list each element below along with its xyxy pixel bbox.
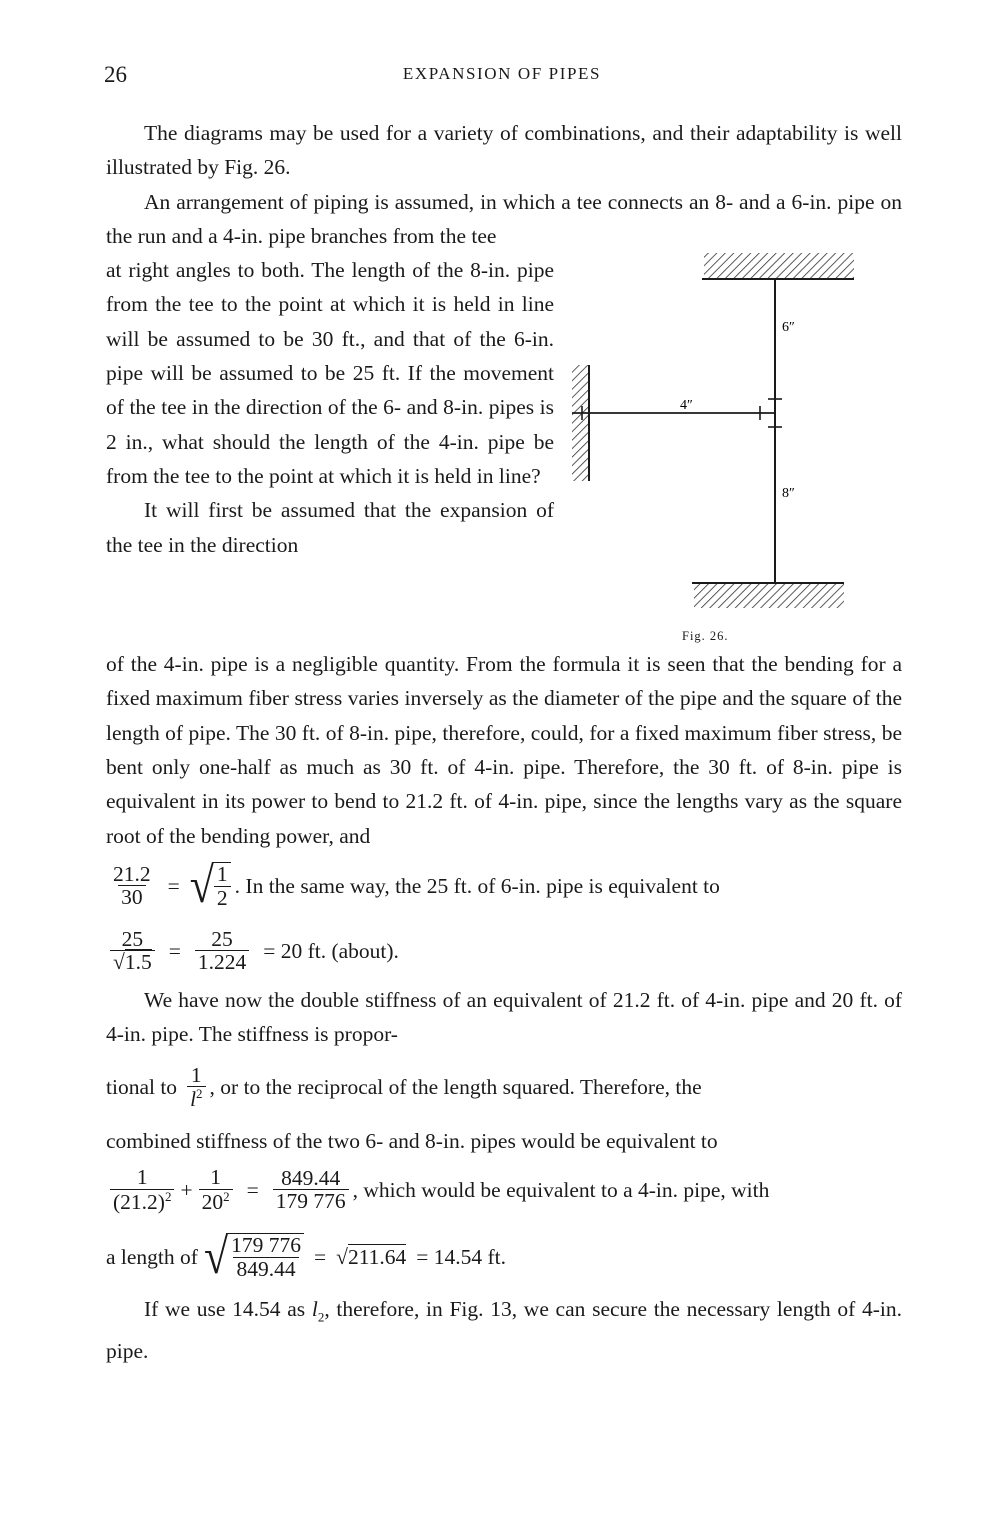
eq4-plus: + bbox=[180, 1177, 193, 1202]
equation-4 bbox=[106, 1158, 902, 1222]
bottom-support-hatch bbox=[694, 584, 844, 608]
eq4-tail: , which would be equivalent to a 4-in. pipe, with bbox=[352, 1177, 770, 1202]
eq4-fraction-1 bbox=[110, 1166, 174, 1213]
eq4-f3-num: 849.44 bbox=[281, 1165, 341, 1190]
eq2-den2: 1.224 bbox=[195, 950, 249, 974]
eq2-tail: = 20 ft. (about). bbox=[263, 938, 399, 963]
label-4in: 4″ bbox=[680, 398, 693, 414]
eq1-fraction bbox=[110, 863, 154, 909]
pipe-diagram bbox=[572, 253, 902, 647]
eq2-fraction-1: $\frac{25}{√1.5}$ bbox=[110, 928, 155, 974]
top-support-hatch bbox=[704, 253, 854, 279]
eq5-rad-num: 179 776 bbox=[231, 1233, 301, 1258]
eq4-f1-sup: 2 bbox=[164, 1188, 172, 1204]
eq2-equals: = bbox=[168, 938, 181, 963]
eq4-f2-sup: 2 bbox=[223, 1188, 230, 1204]
eq4-f2-den: 20 bbox=[201, 1189, 224, 1214]
eq3-num: 1 bbox=[190, 1062, 202, 1087]
var-l: l bbox=[311, 1296, 318, 1321]
eq2-fraction-2 bbox=[195, 928, 249, 974]
paragraph-5: combined stiffness of the two 6- and 8-in. pipes would be equivalent to bbox=[106, 1128, 718, 1153]
equation-2 bbox=[106, 919, 902, 983]
running-title: EXPANSION OF PIPES bbox=[402, 64, 602, 83]
label-8in: 8″ bbox=[782, 486, 795, 502]
eq4-f1-den: (21.2) bbox=[113, 1189, 165, 1214]
eq3-den-sup: 2 bbox=[196, 1086, 203, 1102]
eq3-fraction bbox=[187, 1064, 205, 1111]
sqrt-symbol: √ bbox=[189, 857, 214, 914]
eq4-equals: = bbox=[246, 1177, 259, 1202]
eq5-rad-den: 849.44 bbox=[233, 1257, 298, 1281]
paragraph-3-rest: of the 4-in. pipe is a negligible quantity. From the formula it is seen that the bending for a fixed maximum fiber stress varies inversely as the diameter of the pipe and the square of the length of pipe. The 30 ft. of 8-in. pipe, therefore, could, for a fixed maximum fiber stress, be bent only one-half as much as 30 ft. of 4-in. pipe. Therefore, the 30 ft. of 8-in. pipe is equivalent in its power to bend to 21.2 ft. of 4-in. pipe, since the lengths vary as the square root of the bending power, and bbox=[106, 652, 902, 848]
eq4-fraction-3 bbox=[273, 1167, 349, 1213]
eq5-equals: = bbox=[313, 1244, 327, 1269]
eq1-after: . In the same way, the 25 ft. of 6-in. pipe is equivalent to bbox=[234, 873, 720, 898]
eq3-tail: , or to the reciprocal of the length squared. Therefore, the bbox=[209, 1075, 702, 1100]
left-wall-hatch bbox=[572, 365, 588, 481]
eq4-f3-den: 179 776 bbox=[273, 1189, 349, 1213]
figure-26 bbox=[572, 253, 902, 647]
var-l-sub: 2 bbox=[317, 1309, 325, 1325]
eq4-f2-num: 1 bbox=[210, 1165, 221, 1190]
eq1-den: 30 bbox=[118, 885, 146, 909]
figure-caption: Fig. 26. bbox=[682, 629, 729, 644]
paragraph-3-wrap: It will first be assumed that the expansion of the tee in the direction bbox=[106, 498, 554, 557]
label-6in: 6″ bbox=[782, 320, 795, 336]
eq1-radical bbox=[189, 857, 231, 914]
eq5-tail: = 14.54 ft. bbox=[416, 1244, 507, 1269]
page-number: 26 bbox=[104, 62, 127, 87]
equation-1 bbox=[106, 853, 902, 919]
eq1-num: 21.2 bbox=[113, 861, 151, 886]
eq4-fraction-2 bbox=[199, 1166, 233, 1213]
page-header bbox=[104, 62, 900, 92]
eq2-rad1: 1.5 bbox=[124, 950, 152, 975]
equation-5 bbox=[106, 1222, 902, 1292]
eq5-radical bbox=[203, 1228, 304, 1285]
eq1-rad-num: 1 bbox=[216, 862, 228, 887]
eq2-num1: 25 bbox=[121, 926, 144, 951]
paragraph-1: The diagrams may be used for a variety of combinations, and their adaptability is well illustrated by Fig. 26. bbox=[106, 121, 902, 180]
eq2-num2: 25 bbox=[211, 926, 233, 951]
eq4-f1-num: 1 bbox=[136, 1165, 148, 1190]
paragraph-4: We have now the double stiffness of an equivalent of 21.2 ft. of 4-in. pipe and 20 ft. of 4-in. pipe. The stiffness is propor- bbox=[106, 987, 902, 1047]
paragraph-6: If we use 14.54 as $l_2$, therefore, in Fig. 13, we can secure the necessary length of 4-in. pipe. bbox=[106, 1296, 902, 1364]
paragraph-2-top: An arrangement of piping is assumed, in which a tee connects an 8- and a 6-in. pipe on the run and a 4-in. pipe branches from the tee bbox=[106, 189, 902, 248]
equation-3 bbox=[106, 1052, 902, 1124]
eq3-lead: tional to bbox=[106, 1075, 178, 1100]
eq5-lead: a length of bbox=[106, 1244, 198, 1269]
eq1-rad-den: 2 bbox=[214, 886, 231, 910]
eq3-den: l bbox=[190, 1087, 197, 1112]
page-body bbox=[106, 116, 902, 1369]
eq5-rad2: 211.64 bbox=[347, 1244, 407, 1269]
paragraph-2-wrap: at right angles to both. The length of the 8-in. pipe from the tee to the point at which it is held in line will be assumed to be 30 ft., and that of the 6-in. pipe will be assumed to be 25 ft. If the movement of the tee in the direction of the 6- and 8-in. pipes is 2 in., what should the length of the 4-in. pipe be from the tee to the point at which it is held in line? bbox=[106, 258, 554, 488]
eq1-equals: = bbox=[167, 873, 180, 898]
sqrt-symbol: √ bbox=[203, 1228, 229, 1285]
eq5-sqrt-2: √211.64 bbox=[336, 1244, 407, 1269]
